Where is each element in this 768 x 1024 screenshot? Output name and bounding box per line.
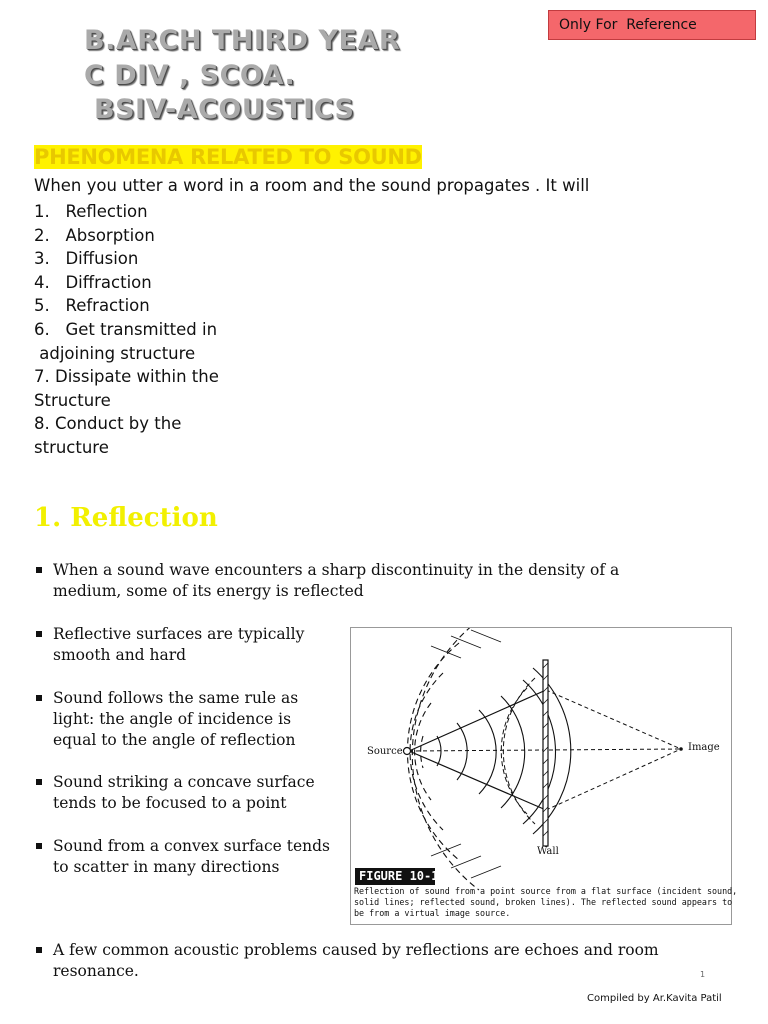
reflection-title: 1. Reflection [34, 503, 218, 533]
wavefront-arc [412, 628, 479, 890]
bullet-item: Reflective surfaces are typically smooth and hard [34, 624, 334, 666]
bullet-item: A few common acoustic problems caused by reflections are echoes and room resonance. [34, 940, 724, 982]
bullet-list [34, 624, 334, 666]
phenomena-intro: When you utter a word in a room and the sound propagates . It will [34, 176, 590, 195]
list-item: 8. Conduct by the [34, 414, 182, 434]
wavefront-arc [421, 736, 423, 768]
wavefront-arc [501, 696, 525, 808]
ray-line [409, 690, 546, 751]
hatch-lines [431, 630, 501, 878]
source-label: Source [367, 746, 403, 757]
list-item: Structure [34, 390, 111, 410]
bullet-list [34, 560, 674, 602]
image-point [679, 747, 683, 751]
phenomena-list [34, 200, 219, 460]
figure-caption: Reflection of sound from a point source from a flat surface (incident sound, solid lines; reflected sound, broken lines). The reflected sound appears to be from a virtual image source. [354, 886, 738, 918]
bullet-item: Sound from a convex surface tends to scatter in many directions [34, 836, 334, 878]
wall-label: Wall [537, 846, 559, 857]
phenomena-title-text: PHENOMENA RELATED TO SOUND [34, 145, 422, 169]
hatch-line [471, 630, 501, 642]
header-line-3: BSIV-ACOUSTICS [94, 94, 355, 125]
bullet-list [34, 836, 334, 878]
reference-note-box: Only For Reference [548, 10, 756, 40]
list-item: 5. Refraction [34, 296, 150, 316]
figure-number: FIGURE 10-1 [355, 868, 435, 885]
ray-line [409, 751, 546, 810]
ray-line [546, 749, 681, 810]
list-item: 2. Absorption [34, 225, 155, 245]
list-item: 1. Reflection [34, 202, 148, 221]
bullet-item: Sound striking a concave surface tends to be focused to a point [34, 772, 344, 814]
wavefront-arc [407, 643, 459, 860]
hatch-line [431, 646, 461, 658]
list-item: 6. Get transmitted in [34, 319, 218, 339]
bullet-item: When a sound wave encounters a sharp discontinuity in the density of a medium, some of its energy is reflected [34, 560, 674, 602]
list-item: 4. Diffraction [34, 272, 152, 292]
page-number: 1 [700, 970, 706, 979]
bullet-list [34, 940, 724, 982]
phenomena-title [34, 145, 422, 169]
wavefront-arc [457, 723, 467, 780]
list-item: adjoining structure [34, 343, 196, 363]
hatch-line [471, 866, 501, 878]
compiled-by: Compiled by Ar.Kavita Patil [587, 993, 722, 1004]
header-line-1: B.ARCH THIRD YEAR [84, 25, 401, 56]
header-line-2: C DIV , SCOA. [84, 60, 296, 91]
list-item: 3. Diffusion [34, 249, 139, 269]
wavefront-arc [415, 703, 431, 800]
list-item: structure [34, 437, 109, 457]
source-point [404, 748, 411, 755]
hatch-line [431, 844, 461, 856]
list-item: 7. Dissipate within the [34, 367, 219, 387]
bullet-list [34, 772, 344, 814]
solid-wavefronts [437, 668, 571, 834]
wall [543, 660, 548, 846]
hatch-line [451, 856, 481, 868]
incident-rays [409, 690, 546, 810]
bullet-list [34, 688, 334, 751]
wavefront-arc [503, 678, 535, 824]
wavefront-arc [479, 710, 496, 794]
bullet-item: Sound follows the same rule as light: the angle of incidence is equal to the angle of reflection [34, 688, 334, 751]
image-label: Image [688, 742, 720, 753]
